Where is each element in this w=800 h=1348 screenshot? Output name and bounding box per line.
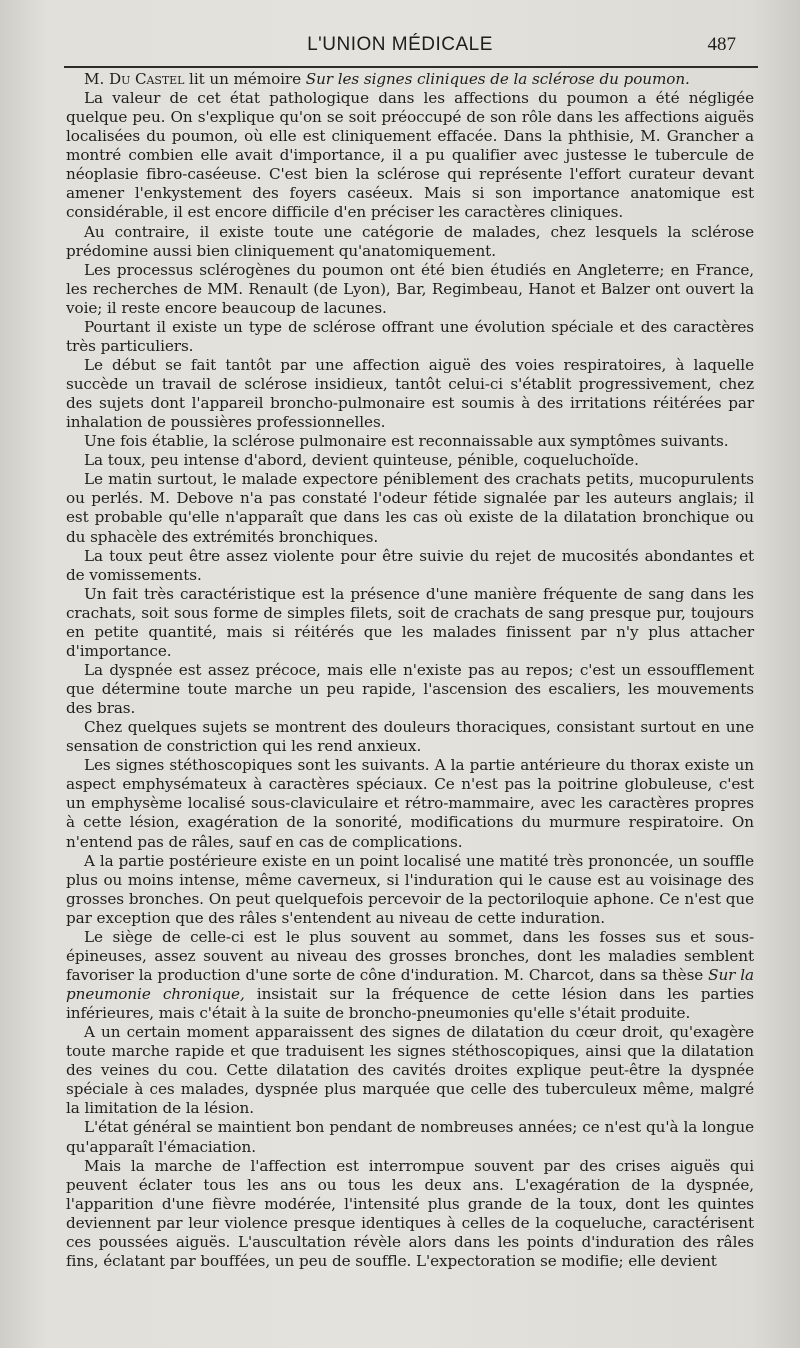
paragraph-15-start: Le siège de celle-ci est le plus souvent au sommet, dans les fosses sus et sous-épineuses, assez souvent au niveau des grosses bronches, dont les maladies semblent favoriser la production d'une sorte de cône d'induration. M. Charcot, dans sa thèse <box>66 927 754 984</box>
paragraph-7: La toux, peu intense d'abord, devient quinteuse, pénible, coqueluchoïde. <box>84 451 639 470</box>
intro-connector: lit un mémoire <box>184 70 306 88</box>
paragraph-17: L'état général se maintient bon pendant de nombreuses années; ce n'est qu'à la longue qu'apparaît l'émaciation. <box>66 1118 754 1156</box>
paragraph-16: A un certain moment apparaissent des signes de dilatation du cœur droit, qu'exagère toute marche rapide et que traduisent les signes stéthoscopiques, ainsi que la dilatation des veines du cou. Cette dilatation des cavités droites explique peut-être la dyspnée spéciale à ces malades, dyspnée plus marquée que celle des tuberculeux même, malgré la limitation de la lésion. <box>66 1023 754 1118</box>
paragraph-2: Au contraire, il existe toute une catégorie de malades, chez lesquels la sclérose prédomine aussi bien cliniquement qu'anatomiquement. <box>66 222 754 260</box>
paragraph-18: Mais la marche de l'affection est interrompue souvent par des crises aiguës qui peuvent éclater tous les ans ou tous les deux ans. L'exagération de la dyspnée, l'apparition d'une fièvre modérée, l'intensité plus grande de la toux, dont les quintes deviennent par leur violence presque identiques à celles de la coqueluche, caractérisent ces poussées aiguës. L'auscultation révèle alors dans les points d'induration des râles fins, éclatant par bouffées, un peu de souffle. L'expectoration se modifie; elle devient <box>66 1156 754 1270</box>
thesis-title: Sur la pneumonie chronique, <box>66 965 754 1003</box>
paragraph-13: Les signes stéthoscopiques sont les suivants. A la partie antérieure du thorax existe un aspect emphysémateux à caractères spéciaux. Ce n'est pas la poitrine globuleuse, c'est un emphysème localisé sous-claviculaire et rétro-mammaire, avec les caractères propres à cette lésion, exagération de la sonorité, modifications du murmure respiratoire. On n'entend pas de râles, sauf en cas de complications. <box>66 756 754 851</box>
paragraph-5: Le début se fait tantôt par une affection aiguë des voies respiratoires, à laquelle succède un travail de sclérose insidieux, tantôt celui-ci s'établit progressivement, chez des sujets dont l'appareil broncho-pulmonaire est soumis à des irritations réitérées par inhalation de poussières professionnelles. <box>66 355 754 432</box>
paragraph-14: A la partie postérieure existe en un point localisé une matité très prononcée, un souffle plus ou moins intense, même caverneux, si l'induration qui le cause est au voisinage des grosses bronches. On peut quelquefois percevoir de la pectoriloquie aphone. Ce n'est que par exception que des râles s'entendent au niveau de cette induration. <box>66 851 754 927</box>
paragraph-10: Un fait très caractéristique est la présence d'une manière fréquente de sang dans les crachats, soit sous forme de simples filets, soit de crachats de sang presque pur, toujours en petite quantité, mais si réitérés que les malades finissent par n'y plus attacher d'importance. <box>66 584 754 660</box>
paragraph-12: Chez quelques sujets se montrent des douleurs thoraciques, consistant surtout en une sensation de constriction qui les rend anxieux. <box>66 718 754 756</box>
paragraph-15-end: insistait sur la fréquence de cette lésion dans les parties inférieures, mais c'était à la suite de broncho-pneumonies qu'elle s'était produite. <box>66 985 754 1023</box>
author-name: Du Castel <box>108 70 185 88</box>
header-rule <box>64 66 758 68</box>
paragraph-6: Une fois établie, la sclérose pulmonaire est reconnaissable aux symptômes suivants. <box>84 432 729 451</box>
journal-title: L'UNION MÉDICALE <box>307 34 493 55</box>
paragraph-4: Pourtant il existe un type de sclérose offrant une évolution spéciale et des caractères très particuliers. <box>66 317 754 355</box>
running-header <box>64 34 736 58</box>
paragraph-8: Le matin surtout, le malade expectore péniblement des crachats petits, mucopurulents ou perlés. M. Debove n'a pas constaté l'odeur fétide signalée par les auteurs anglais; il est probable qu'elle n'apparaît que dans les cas où existe de la dilatation bronchique ou du sphacèle des extrémités bronchiques. <box>66 470 754 546</box>
intro-prefix: M. <box>84 70 109 88</box>
paragraph-3: Les processus sclérogènes du poumon ont été bien étudiés en Angleterre; en France, les recherches de MM. Renault (de Lyon), Bar, Regimbeau, Hanot et Balzer ont ouvert la voie; il reste encore beaucoup de lacunes. <box>66 260 754 317</box>
intro-paragraph <box>66 70 754 89</box>
paragraph-15 <box>66 928 754 1023</box>
article-body <box>66 70 754 1271</box>
paragraph-11: La dyspnée est assez précoce, mais elle n'existe pas au repos; c'est un essoufflement que détermine toute marche un peu rapide, l'ascension des escaliers, les mouvements des bras. <box>66 660 754 718</box>
paragraph-9: La toux peut être assez violente pour être suivie du rejet de mucosités abondantes et de vomissements. <box>66 546 754 584</box>
page-number: 487 <box>707 34 736 55</box>
memoir-title: Sur les signes cliniques de la sclérose du poumon. <box>305 70 690 88</box>
paragraph-1: La valeur de cet état pathologique dans les affections du poumon a été négligée quelque peu. On s'explique qu'on se soit préoccupé de son rôle dans les affections aiguës localisées du poumon, où elle est cliniquement effacée. Dans la phthisie, M. Grancher a montré combien elle avait d'importance, il a pu qualifier avec justesse le tubercule de néoplasie fibro-caséeuse. C'est bien la sclérose qui représente l'effort curateur devant amener l'enkystement des foyers caséeux. Mais si son importance anatomique est considérable, il est encore difficile d'en préciser les caractères cliniques. <box>66 89 754 222</box>
